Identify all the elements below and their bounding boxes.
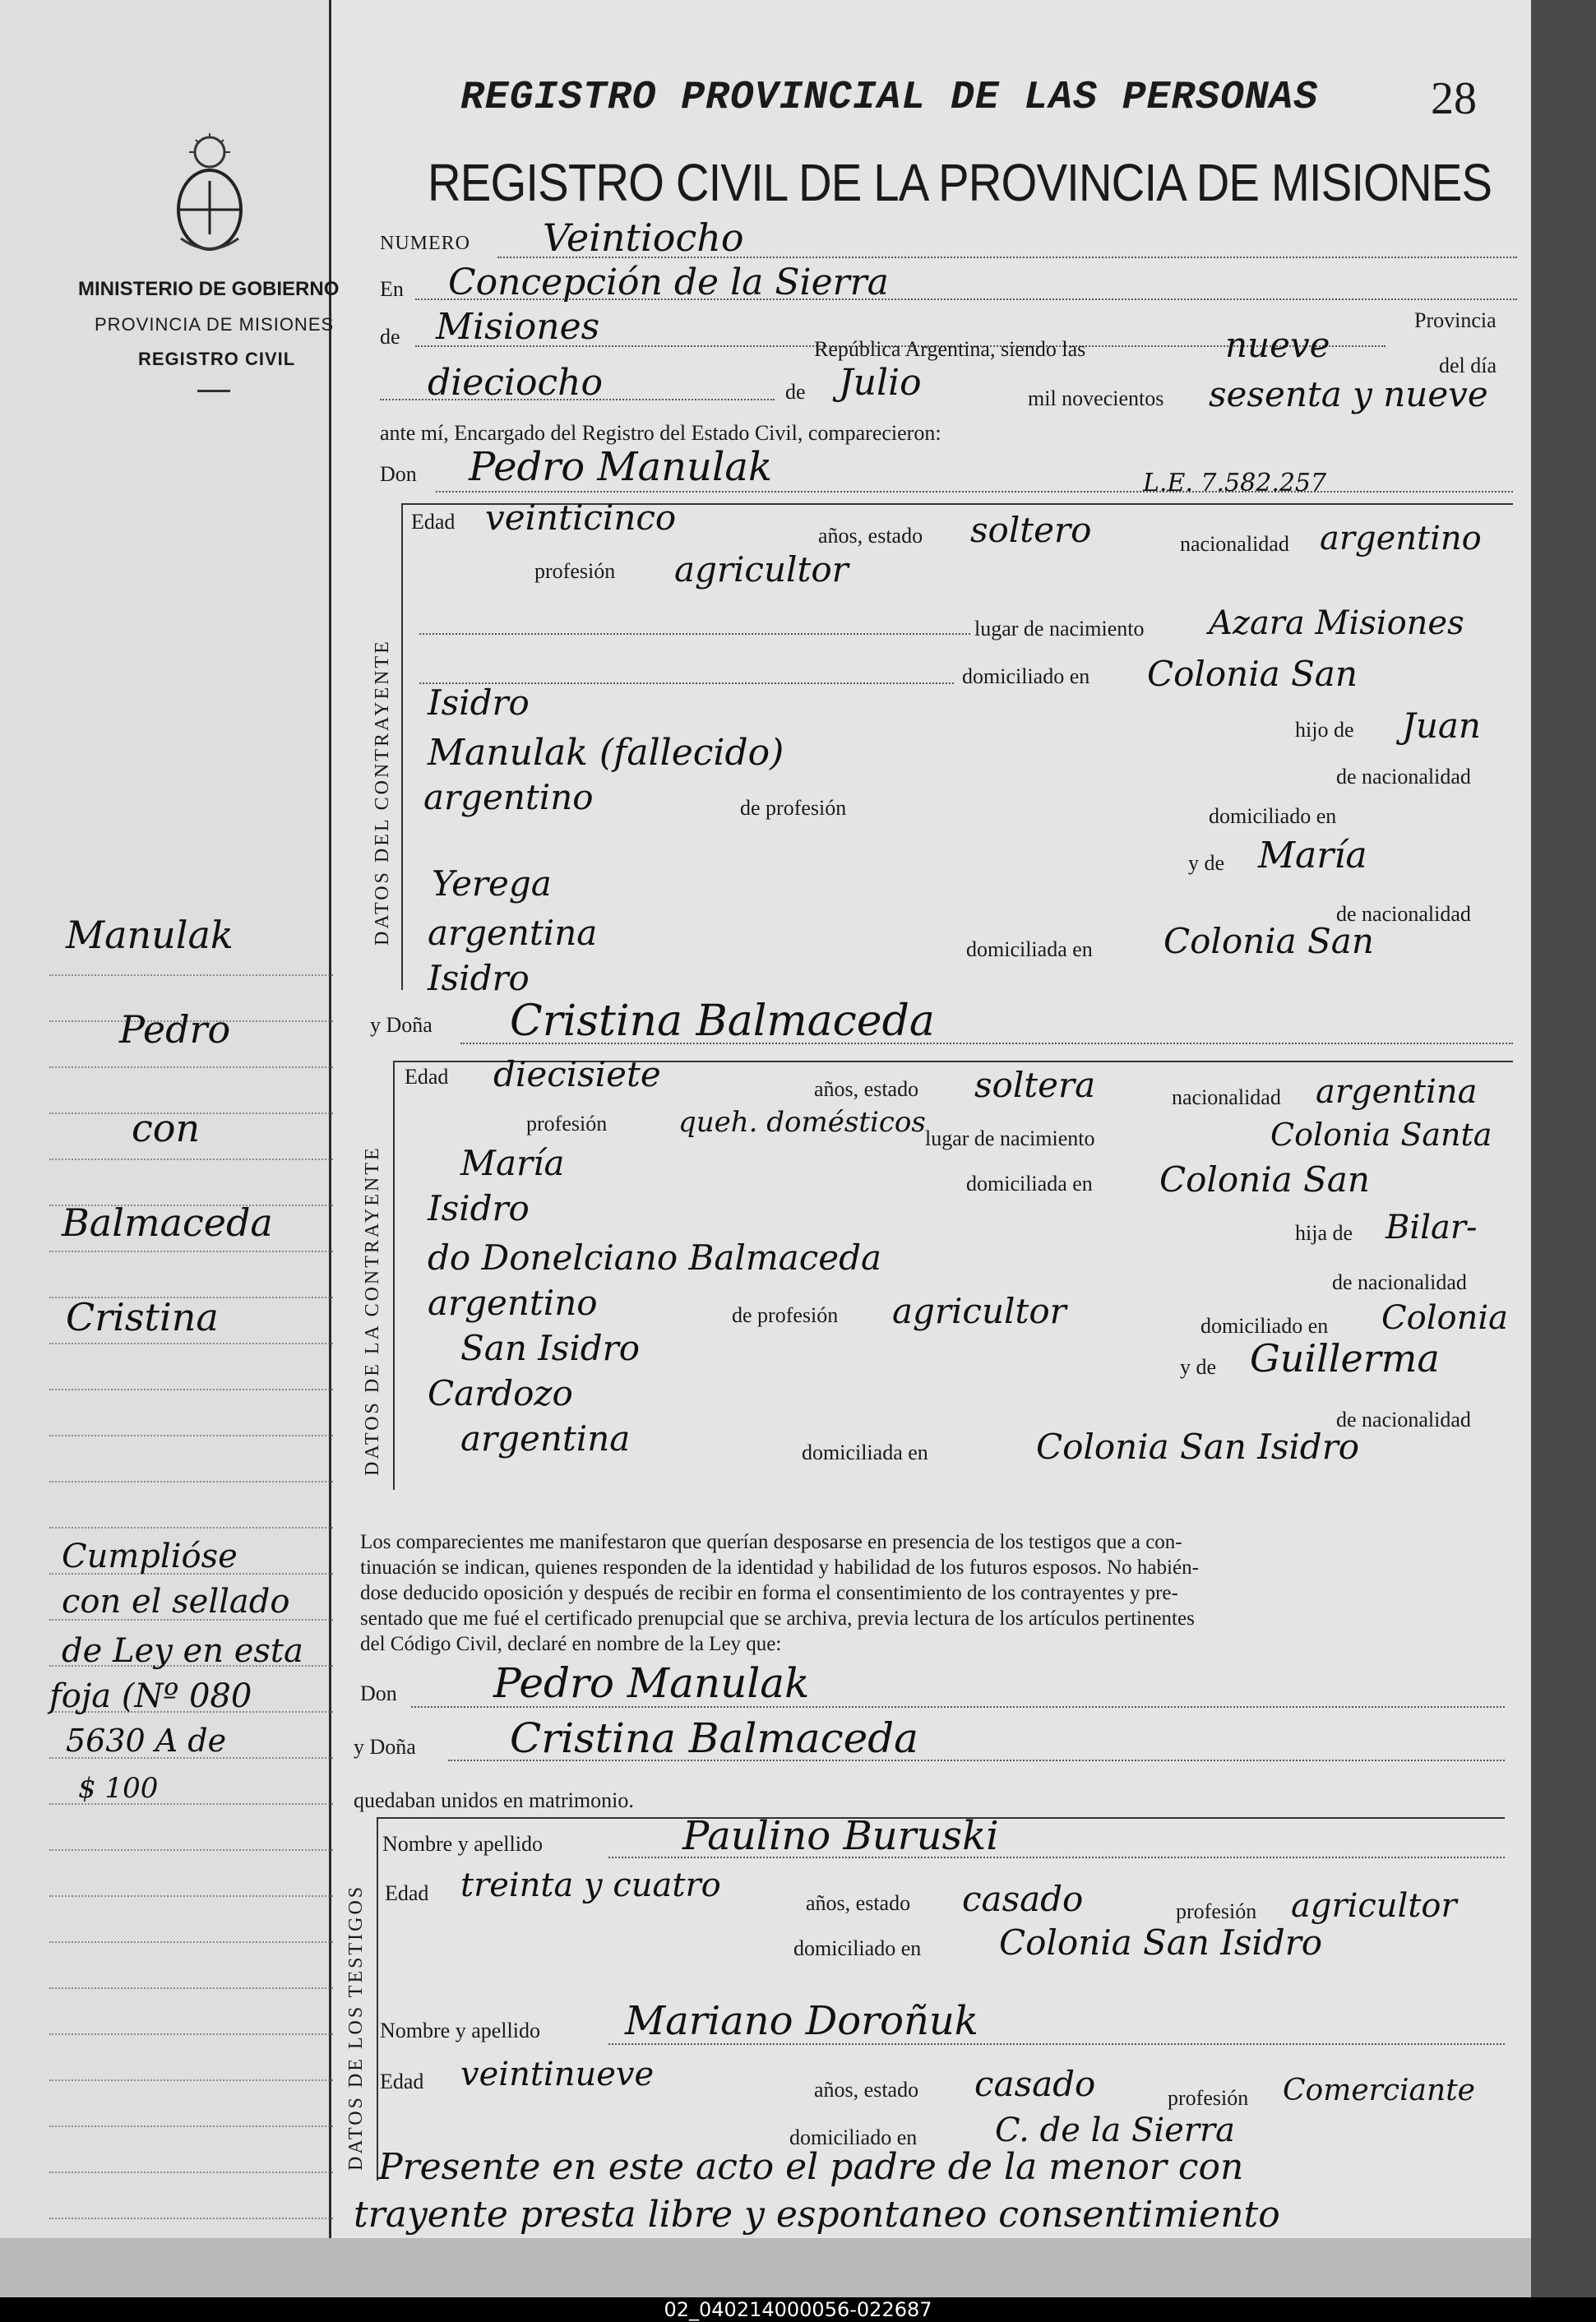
label-c-nac: nacionalidad (1180, 532, 1289, 556)
hw-c-padre-nac: argentino (423, 777, 594, 817)
hw-f-edad: diecisiete (493, 1054, 661, 1094)
hw-f-nac: argentina (1316, 1073, 1478, 1111)
label-c-y-de: y de (1188, 851, 1225, 875)
hw-f-lugar-a: Colonia Santa (1270, 1117, 1492, 1153)
hw-t1-estado: casado (962, 1879, 1084, 1919)
hw-t1-nombre: Paulino Buruski (682, 1813, 999, 1859)
left-rule-line (49, 2033, 333, 2035)
hw-f-padre-dom-b: San Isidro (460, 1328, 641, 1368)
seal-note-6: $ 100 (78, 1772, 159, 1805)
hw-t2-estado: casado (974, 2064, 1096, 2104)
hw-hora: nueve (1225, 325, 1330, 365)
coat-of-arms-icon (164, 132, 255, 255)
label-t1-nombre: Nombre y apellido (382, 1832, 543, 1856)
label-t2-estado: años, estado (814, 2078, 919, 2102)
margin-name-5: Cristina (66, 1295, 219, 1339)
left-rule-line (49, 1389, 333, 1390)
side-label-testigos: DATOS DE LOS TESTIGOS (345, 1884, 367, 2171)
hw-f-padre-nac: argentino (428, 1283, 598, 1323)
left-rule-line (49, 1435, 333, 1436)
hw-t1-edad: treinta y cuatro (460, 1866, 721, 1904)
don-line (436, 491, 1513, 493)
hw-c-madre-dom-b: Isidro (428, 958, 530, 998)
label-mil: mil novecientos (1028, 386, 1164, 410)
label-f-lugar: lugar de nacimiento (925, 1126, 1095, 1150)
hw-c-estado: soltero (970, 510, 1092, 550)
label-f-nac: nacionalidad (1172, 1085, 1281, 1109)
label-c-estado: años, estado (818, 524, 923, 548)
label-c-madre-nac: de nacionalidad (1336, 902, 1471, 926)
hw-t2-nombre: Mariano Doroñuk (625, 1998, 978, 2044)
label-t1-prof: profesión (1176, 1899, 1257, 1923)
ministry-divider (197, 390, 230, 392)
seal-note-1: Cumplióse (62, 1538, 238, 1575)
margin-name-4: Balmaceda (62, 1200, 273, 1245)
label-de: de (380, 325, 400, 349)
stamp-line: REGISTRO PROVINCIAL DE LAS PERSONAS (460, 76, 1319, 120)
label-c-prof: profesión (534, 559, 616, 583)
left-rule-line (49, 1849, 333, 1851)
paragraph-line: del Código Civil, declaré en nombre de la Ley que: (360, 1633, 782, 1655)
left-rule-line (49, 1527, 333, 1529)
label-del-dia: del día (1439, 354, 1497, 377)
hw-c-prof: agricultor (674, 549, 849, 590)
label-f-edad: Edad (405, 1065, 449, 1089)
hw-c-dom-b: Isidro (428, 682, 530, 723)
label-c-lugar: lugar de nacimiento (974, 617, 1145, 641)
label-de-mes: de (785, 380, 806, 404)
label-t1-estado: años, estado (806, 1891, 911, 1915)
hw-decl-don: Pedro Manulak (493, 1659, 810, 1707)
left-rule-line (49, 1987, 333, 1989)
label-f-padre-nac: de nacionalidad (1332, 1270, 1467, 1294)
hw-f-madre-nac: argentina (460, 1418, 631, 1459)
hw-c-edad: veinticinco (485, 497, 677, 538)
seal-note-2: con el sellado (62, 1583, 290, 1621)
margin-name-2: Pedro (119, 1007, 231, 1052)
ministry-line3: REGISTRO CIVIL (138, 349, 296, 369)
left-rule-line (49, 2079, 333, 2081)
seal-note-4: foja (Nº 080 (49, 1677, 252, 1715)
left-rule-line (49, 1159, 333, 1160)
label-decl-dona: y Doña (354, 1735, 416, 1759)
hw-decl-dona: Cristina Balmaceda (510, 1714, 918, 1762)
hw-note-2: trayente presta libre y espontaneo consentimiento (354, 2194, 1280, 2236)
label-c-dom: domiciliado en (962, 664, 1090, 688)
left-rule-line (49, 2125, 333, 2127)
side-label-contrayenta: DATOS DE LA CONTRAYENTE (362, 1145, 383, 1476)
label-c-padre-prof: de profesión (740, 796, 847, 820)
left-rule-line (49, 974, 333, 976)
left-rule-line (49, 1895, 333, 1897)
registry-title: REGISTRO CIVIL DE LA PROVINCIA DE MISIONES (428, 153, 1492, 212)
hw-c-lugar: Azara Misiones (1209, 604, 1464, 642)
hw-f-madre-b: Cardozo (428, 1373, 573, 1413)
hw-numero: Veintiocho (543, 215, 744, 260)
label-t1-dom: domiciliado en (793, 1936, 922, 1960)
label-f-madre-nac: de nacionalidad (1336, 1408, 1471, 1432)
hw-f-madre-a: Guillerma (1250, 1336, 1440, 1381)
paragraph-line: tinuación se indican, quienes responden de la identidad y habilidad de los futuros esposos. No habién- (360, 1556, 1199, 1579)
label-don: Don (380, 462, 417, 486)
hw-anio: sesenta y nueve (1209, 374, 1488, 414)
label-t2-prof: profesión (1168, 2086, 1249, 2110)
side-label-contrayente: DATOS DEL CONTRAYENTE (372, 639, 393, 946)
hw-f-padre-prof: agricultor (892, 1291, 1066, 1331)
label-c-padre-nac: de nacionalidad (1336, 765, 1471, 789)
declaration-paragraph (360, 1529, 1503, 1657)
label-f-padre-dom: domiciliado en (1200, 1314, 1329, 1338)
hw-c-madre-a: María (1258, 835, 1367, 877)
label-f-madre-dom: domiciliada en (802, 1441, 928, 1464)
hw-c-madre-nac: argentina (428, 913, 598, 953)
hw-f-padre-b: do Donelciano Balmaceda (428, 1237, 882, 1278)
label-f-hija: hija de (1295, 1221, 1353, 1245)
hw-f-padre-dom-a: Colonia (1381, 1299, 1508, 1337)
ministry-line2: PROVINCIA DE MISIONES (95, 314, 335, 335)
hw-le: L.E. 7.582.257 (1143, 469, 1327, 497)
hw-t2-dom: C. de la Sierra (995, 2112, 1235, 2149)
hw-c-madre-dom-a: Colonia San (1163, 921, 1374, 961)
c-line-a (419, 633, 970, 635)
label-decl-don: Don (360, 1681, 397, 1705)
label-t2-dom: domiciliado en (789, 2125, 918, 2149)
label-c-edad: Edad (411, 510, 456, 534)
paragraph-line: Los comparecientes me manifestaron que querían desposarse en presencia de los testigos que a con- (360, 1531, 1182, 1553)
hw-c-dom-a: Colonia San (1147, 654, 1358, 694)
label-republica: República Argentina, siendo las (814, 337, 1086, 361)
hw-t2-prof: Comerciante (1283, 2074, 1475, 2107)
left-rule-line (49, 2172, 333, 2173)
hw-lugar: Concepción de la Sierra (448, 261, 889, 303)
hw-dia: dieciocho (428, 362, 603, 404)
hw-c-madre-b: Yerega (432, 863, 552, 904)
margin-name-3: con (132, 1106, 201, 1150)
label-c-padre-dom: domiciliado en (1209, 804, 1337, 828)
label-f-dom: domiciliada en (966, 1172, 1093, 1196)
paragraph-line: dose deducido oposición y después de recibir en forma el consentimiento de los contrayentes y pre- (360, 1582, 1178, 1604)
label-quedaban: quedaban unidos en matrimonio. (354, 1788, 634, 1812)
hw-provincia: Misiones (436, 306, 600, 348)
page-number: 28 (1431, 73, 1477, 124)
label-t1-edad: Edad (385, 1881, 429, 1905)
label-y-dona: y Doña (370, 1013, 433, 1037)
seal-note-5: 5630 A de (66, 1723, 227, 1759)
binding-edge (1531, 0, 1596, 2297)
hw-c-nac: argentino (1320, 520, 1482, 557)
hw-note-1: Presente en este acto el padre de la menor con (378, 2146, 1244, 2188)
label-en: En (380, 277, 404, 301)
left-rule-line (49, 1481, 333, 1482)
left-rule-line (49, 1066, 333, 1068)
left-rule-line (49, 1941, 333, 1943)
image-id-footer: 02_040214000056-022687 (0, 2297, 1596, 2322)
hw-f-dom-b: Isidro (428, 1188, 530, 1228)
hw-t2-edad: veintinueve (460, 2056, 655, 2093)
label-f-padre-prof: de profesión (732, 1303, 839, 1327)
hw-f-estado: soltera (974, 1065, 1096, 1105)
hw-t1-prof: agricultor (1291, 1887, 1457, 1925)
hw-don: Pedro Manulak (469, 444, 773, 490)
label-f-estado: años, estado (814, 1077, 919, 1101)
hw-t1-dom: Colonia San Isidro (999, 1922, 1323, 1963)
left-rule-line (49, 2218, 333, 2219)
hw-dona: Cristina Balmaceda (510, 997, 935, 1046)
label-numero: NUMERO (380, 233, 471, 254)
hw-f-madre-dom: Colonia San Isidro (1036, 1427, 1360, 1467)
label-c-madre-dom: domiciliada en (966, 937, 1093, 961)
ministry-line1: MINISTERIO DE GOBIERNO (78, 278, 340, 300)
hw-f-prof: queh. domésticos (678, 1106, 926, 1139)
label-f-prof: profesión (526, 1112, 608, 1136)
hw-mes: Julio (839, 362, 922, 404)
label-f-y-de: y de (1180, 1355, 1217, 1379)
seal-note-3: de Ley en esta (62, 1632, 303, 1670)
left-rule-line (49, 1343, 333, 1344)
hw-f-lugar-b: María (460, 1143, 565, 1183)
label-t2-nombre: Nombre y apellido (380, 2019, 540, 2042)
hw-f-padre-a: Bilar- (1386, 1209, 1478, 1247)
label-ante: ante mí, Encargado del Registro del Estado Civil, comparecieron: (380, 421, 941, 445)
label-c-hijo: hijo de (1295, 718, 1354, 742)
left-rule-line (49, 1251, 333, 1252)
hw-c-padre-a: Juan (1402, 705, 1481, 746)
hw-f-dom-a: Colonia San (1159, 1159, 1370, 1200)
hw-c-padre-b: Manulak (fallecido) (428, 732, 784, 774)
label-provincia: Provincia (1414, 308, 1497, 332)
paragraph-line: sentado que me fué el certificado prenupcial que se archiva, previa lectura de los artículos pertinentes (360, 1607, 1195, 1630)
margin-name-1: Manulak (66, 913, 234, 957)
label-t2-edad: Edad (380, 2070, 424, 2093)
